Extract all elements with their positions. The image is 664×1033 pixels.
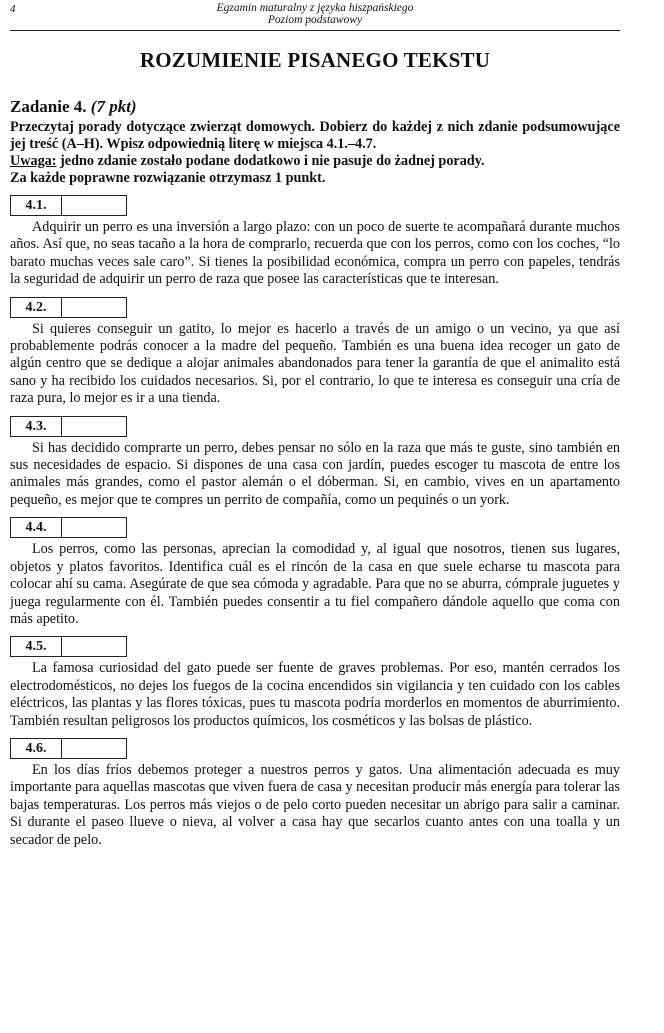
task-title: Zadanie 4. — [10, 97, 87, 116]
item-4-3 — [10, 416, 620, 510]
task-instructions — [10, 119, 620, 187]
answer-field[interactable] — [62, 637, 126, 656]
item-4-4 — [10, 517, 620, 628]
exam-title-line1: Egzamin maturalny z języka hiszpańskiego — [216, 2, 414, 14]
item-number: 4.6. — [11, 739, 62, 758]
exam-page — [10, 0, 620, 849]
item-text: Los perros, como las personas, aprecian la comodidad y, al igual que nosotros, tienen sus lugares, objetos y platos favoritos. Identifica cuál es el rincón de la casa en que suele echarse tu mascota para colocar ahí su cama. Asegúrate de que sea cómoda y agradable. Para que no se aburra, cómprale juguetes y juega regularmente con él. También puedes consentir a tu fiel compañero dándole aquello que coma con más apetito. — [10, 541, 620, 627]
answer-field[interactable] — [62, 739, 126, 758]
page-header — [10, 0, 620, 32]
answer-box — [10, 195, 127, 216]
instruction-main: Przeczytaj porady dotyczące zwierząt domowych. Dobierz do każdej z nich zdanie podsumowujące jej treść (A–H). Wpisz odpowiednią literę w miejsca 4.1.–4.7. — [10, 119, 620, 152]
answer-box — [10, 636, 127, 657]
item-number: 4.3. — [11, 417, 62, 436]
answer-field[interactable] — [62, 417, 126, 436]
item-number: 4.2. — [11, 298, 62, 317]
answer-box — [10, 738, 127, 759]
section-title: ROZUMIENIE PISANEGO TEKSTU — [139, 48, 491, 72]
exam-title — [10, 2, 620, 26]
page-number: 4 — [10, 3, 16, 15]
answer-box — [10, 297, 127, 318]
item-4-2 — [10, 297, 620, 408]
answer-box — [10, 517, 127, 538]
scoring-text: Za każde poprawne rozwiązanie otrzymasz 1 punkt. — [10, 170, 326, 186]
item-text: En los días fríos debemos proteger a nuestros perros y gatos. Una alimentación adecuada es muy importante para aquellas mascotas que viven fuera de casa y necesitan producir más energía para tolerar las bajas temperaturas. Los perros más viejos o de pelo corto pueden necesitar un abrigo para salir a caminar. Si durante el paseo llueve o nieva, al volver a casa hay que secarlos cuanto antes con una toalla y un secador de pelo. — [10, 761, 620, 848]
answer-field[interactable] — [62, 518, 126, 537]
item-text: Adquirir un perro es una inversión a largo plazo: con un poco de suerte te acompañará durante muchos años. Así que, no seas tacaño a la hora de comprarlo, recuerda que con los perros, como con los coches, “lo barato muchas veces sale caro”. Si tienes la posibilidad económica, compra un perro con papeles, tendrás la seguridad de adquirir un perro de raza que posee las características que te interesan. — [10, 219, 620, 288]
item-4-1 — [10, 195, 620, 289]
header-rule — [10, 30, 620, 31]
item-number: 4.4. — [11, 518, 62, 537]
item-text: Si quieres conseguir un gatito, lo mejor es hacerlo a través de un amigo o un vecino, ya que así probablemente podrás conocer a la madre del pequeño. También es una buena idea recoger un gato de algún centro que se dedique a alojar animales abandonados para tener la garantía de que el animalito está sano y ha recibido los cuidados necesarios. Si, por el contrario, lo que te interesa es conseguir una cría de raza pura, lo mejor es ir a una tienda. — [10, 320, 620, 407]
item-text: La famosa curiosidad del gato puede ser fuente de graves problemas. Por eso, mantén cerrados los electrodomésticos, no dejes los fuegos de la cocina encendidos sin vigilancia y ten cuidado con los cables eléctricos, las plantas y las flores tóxicas, pues tu mascota podría morderlos en momentos de aburrimiento. También resultan peligrosos los productos químicos, los cosméticos y las bolsas de plástico. — [10, 660, 620, 729]
note-label: Uwaga: — [10, 153, 57, 169]
item-number: 4.5. — [11, 637, 62, 656]
answer-field[interactable] — [62, 196, 126, 215]
item-text: Si has decidido comprarte un perro, debes pensar no sólo en la raza que más te guste, sino también en sus necesidades de espacio. Si dispones de una casa con jardín, puedes escoger tu mascota de entre los animales más grandes, como el pastor alemán o el dóberman. Si, en cambio, vives en un apartamento pequeño, es mejor que te compres un perrito de compañía, como un pequinés o un york. — [10, 439, 620, 508]
item-4-5 — [10, 636, 620, 730]
task-points: (7 pkt) — [90, 97, 137, 116]
task-heading — [10, 97, 620, 117]
exam-title-line2: Poziom podstawowy — [267, 14, 363, 26]
item-4-6 — [10, 738, 620, 849]
item-number: 4.1. — [11, 196, 62, 215]
answer-field[interactable] — [62, 298, 126, 317]
note-text: jedno zdanie zostało podane dodatkowo i nie pasuje do żadnej porady. — [56, 153, 485, 169]
answer-box — [10, 416, 127, 437]
